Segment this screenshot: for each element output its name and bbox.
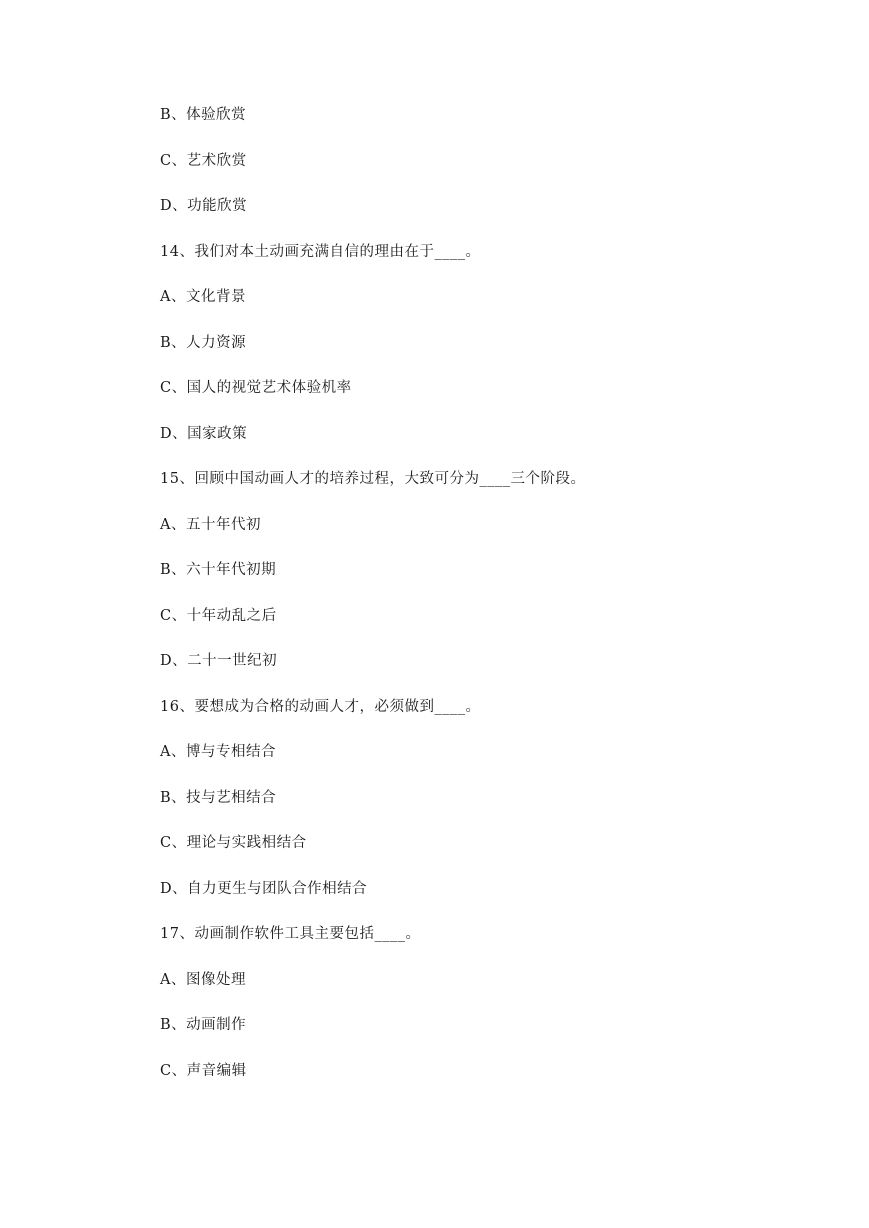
question-line: 17、动画制作软件工具主要包括____。	[160, 926, 421, 942]
option-line: D、国家政策	[160, 426, 248, 442]
option-line: C、理论与实践相结合	[160, 835, 307, 851]
option-line: B、体验欣赏	[160, 107, 247, 123]
option-line: D、自力更生与团队合作相结合	[160, 881, 368, 897]
question-line: 14、我们对本土动画充满自信的理由在于____。	[160, 244, 481, 260]
option-line: C、十年动乱之后	[160, 608, 277, 624]
option-line: B、动画制作	[160, 1017, 247, 1033]
question-line: 15、回顾中国动画人才的培养过程，大致可分为____三个阶段。	[160, 471, 586, 487]
option-line: A、文化背景	[160, 289, 246, 305]
option-line: D、二十一世纪初	[160, 653, 278, 669]
option-line: B、人力资源	[160, 335, 247, 351]
question-line: 16、要想成为合格的动画人才，必须做到____。	[160, 699, 481, 715]
option-line: A、五十年代初	[160, 517, 261, 533]
option-line: C、艺术欣赏	[160, 153, 247, 169]
option-line: B、技与艺相结合	[160, 790, 277, 806]
option-line: A、图像处理	[160, 972, 246, 988]
option-line: C、声音编辑	[160, 1063, 247, 1079]
option-line: D、功能欣赏	[160, 198, 248, 214]
option-line: B、六十年代初期	[160, 562, 277, 578]
option-line: C、国人的视觉艺术体验机率	[160, 380, 352, 396]
option-line: A、博与专相结合	[160, 744, 276, 760]
